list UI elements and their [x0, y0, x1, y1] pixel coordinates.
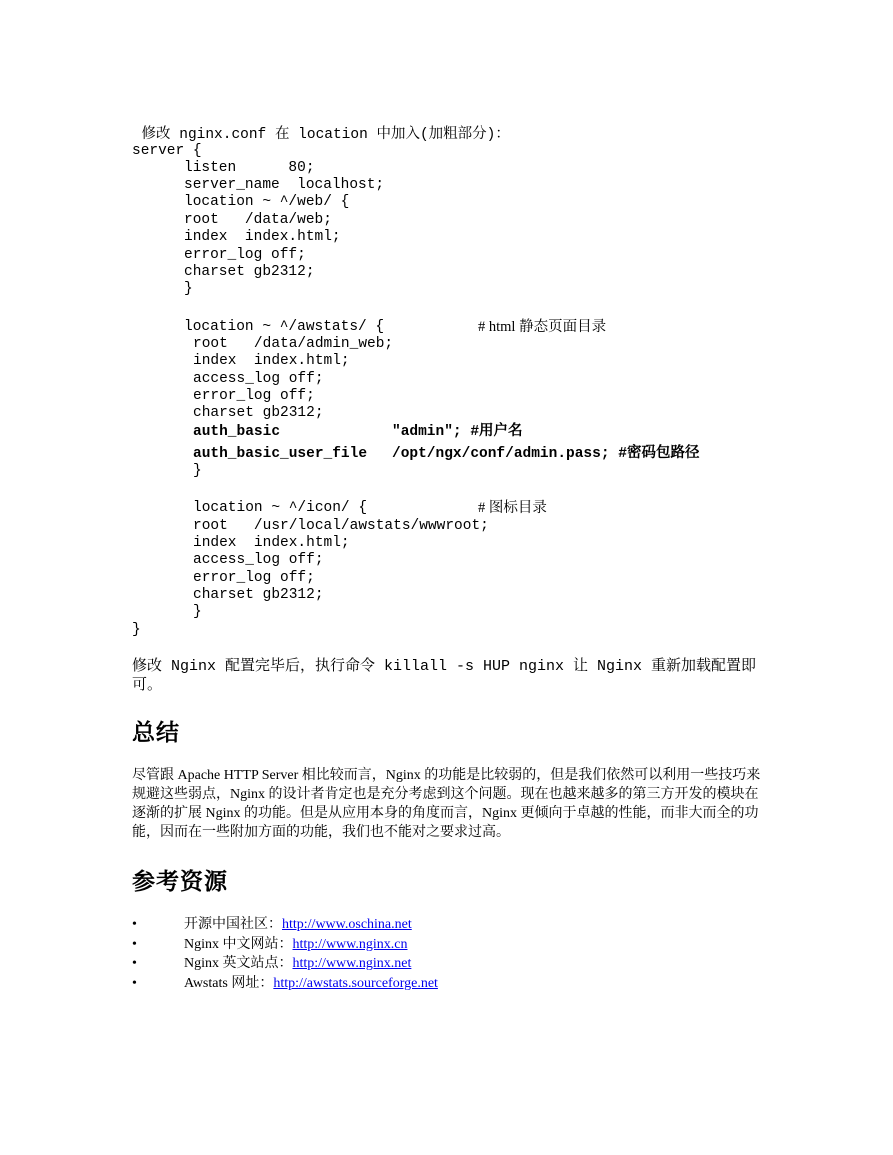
code-line: charset gb2312; — [184, 264, 315, 280]
code-line: location ~ ^/icon/ { — [193, 500, 368, 516]
code-line: index index.html; — [193, 535, 350, 551]
code-comment: # 图标目录 — [478, 500, 547, 516]
list-item — [132, 974, 438, 994]
summary-paragraph: 尽管跟 Apache HTTP Server 相比较而言，Nginx 的功能是比较弱的，但是我们依然可以利用一些技巧来规避这些弱点，Nginx 的设计者肯定也是充分考虑到这个问题。现在也越来越多的第三方开发的模块在逐渐的扩展 Nginx 的功能。但是从应用本身的角度而言，Nginx 更倾向于卓越的性能，而非大而全的功能，因而在一些附加方面的功能，我们也不能对之要求过高。 — [132, 768, 761, 840]
list-item — [132, 935, 438, 955]
code-line: location ~ ^/web/ { — [184, 194, 350, 210]
code-line-bold: /opt/ngx/conf/admin.pass; #密码包路径 — [392, 446, 700, 462]
bullet-icon: • — [132, 936, 137, 952]
resource-link[interactable]: http://www.nginx.cn — [292, 936, 408, 952]
code-line-bold: "admin"; #用户名 — [392, 424, 523, 440]
list-item — [132, 954, 438, 974]
code-line: root /data/web; — [184, 212, 332, 228]
resource-link[interactable]: http://www.nginx.net — [292, 956, 412, 972]
code-line: root /data/admin_web; — [193, 336, 394, 352]
bullet-icon: • — [132, 917, 137, 932]
code-line: charset gb2312; — [193, 587, 324, 603]
resources-heading: 参考资源 — [132, 869, 228, 895]
resource-label: Nginx 中文网站： — [184, 936, 293, 952]
code-line: error_log off; — [193, 388, 315, 404]
resource-list — [132, 915, 438, 994]
list-item — [132, 915, 438, 935]
code-line-bold: auth_basic — [193, 424, 281, 440]
code-comment: # html 静态页面目录 — [478, 319, 607, 335]
code-line: error_log off; — [193, 570, 315, 586]
code-line: root /usr/local/awstats/wwwroot; — [193, 518, 489, 534]
code-line: server_name localhost; — [184, 177, 385, 193]
resource-link[interactable]: http://awstats.sourceforge.net — [273, 976, 438, 992]
code-line: } — [184, 281, 193, 297]
code-line: access_log off; — [193, 552, 324, 568]
summary-heading: 总结 — [132, 720, 180, 746]
code-line: } — [132, 622, 141, 638]
intro-text: 修改 nginx.conf 在 location 中加入(加粗部分)： — [141, 127, 510, 143]
resource-label: Nginx 英文站点： — [184, 956, 293, 972]
reload-note: 修改 Nginx 配置完毕后，执行命令 killall -s HUP nginx 让 Nginx 重新加载配置即可。 — [132, 658, 757, 694]
code-line: charset gb2312; — [193, 405, 324, 421]
code-line: listen 80; — [184, 160, 315, 176]
resource-link[interactable]: http://www.oschina.net — [282, 917, 412, 932]
bullet-icon: • — [132, 956, 137, 972]
code-line: index index.html; — [193, 353, 350, 369]
bullet-icon: • — [132, 976, 137, 992]
code-line: error_log off; — [184, 247, 306, 263]
code-line: server { — [132, 143, 202, 159]
code-line: access_log off; — [193, 371, 324, 387]
resource-label: Awstats 网址： — [184, 976, 274, 992]
code-line: } — [193, 604, 202, 620]
code-line: } — [193, 463, 202, 479]
resource-label: 开源中国社区： — [184, 917, 282, 932]
code-line: index index.html; — [184, 229, 341, 245]
code-line-bold: auth_basic_user_file — [193, 446, 368, 462]
code-line: location ~ ^/awstats/ { — [184, 319, 385, 335]
